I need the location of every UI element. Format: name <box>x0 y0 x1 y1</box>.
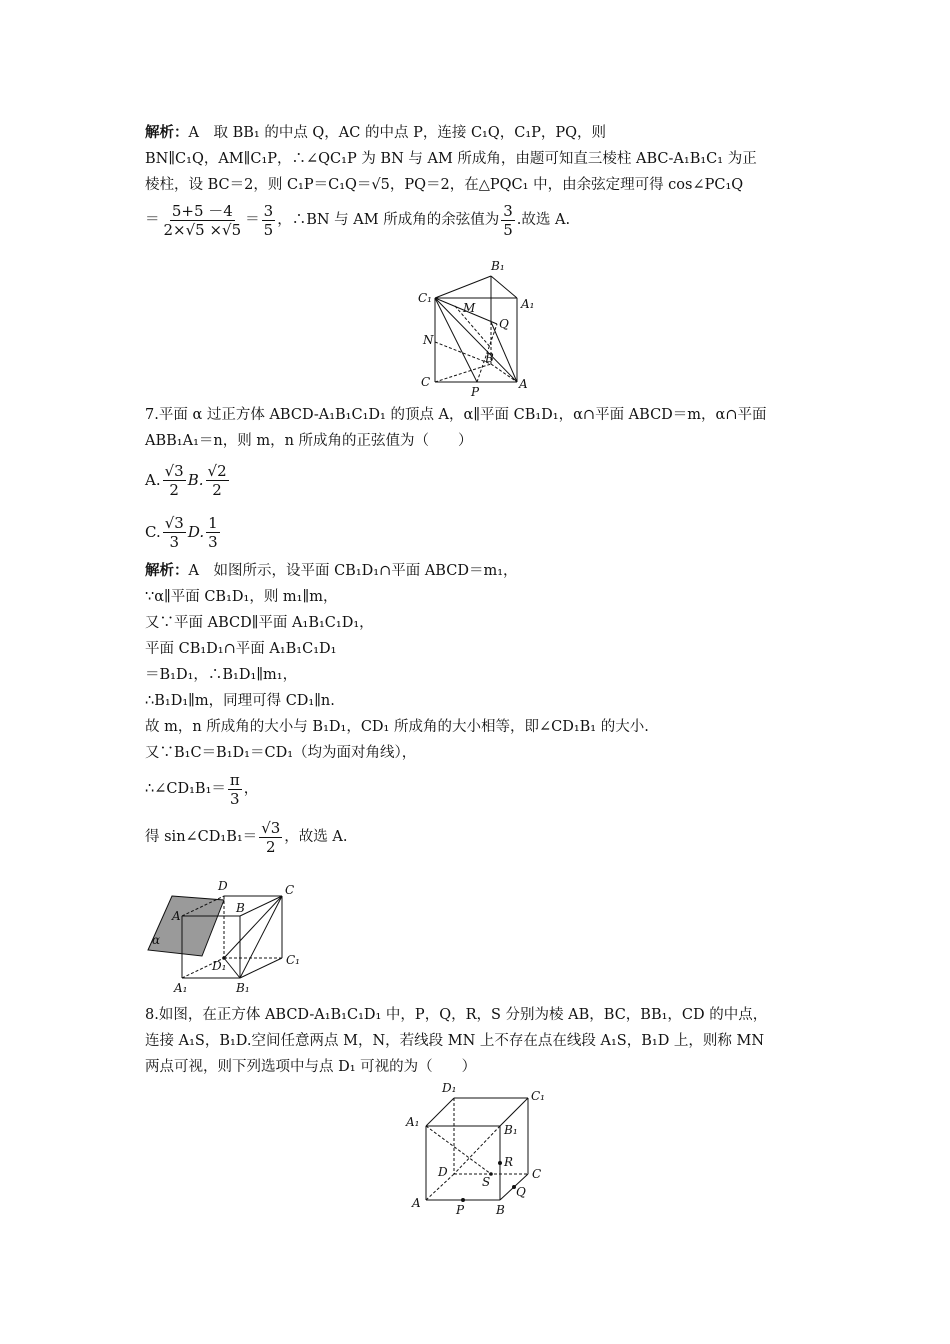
cosine-fraction: $\frac{5+5 -4}{2\times√5 \times√5}$ <box>163 201 242 239</box>
q7-sin-line: 得 sin∠CD₁B₁＝ $\frac{√3}{2}$ ，故选 A. <box>145 818 348 856</box>
label-alpha: α <box>152 933 161 947</box>
q7-solution-line-4: 平面 CB₁D₁∩平面 A₁B₁C₁D₁ <box>145 641 337 657</box>
q7-angle-line: ∴∠CD₁B₁＝ $\frac{\pi}{3}$ ， <box>145 770 259 808</box>
label-B1: B₁ <box>491 259 505 273</box>
analysis-label: 解析： <box>145 124 189 141</box>
q7-solution-line-3: 又∵平面 ABCD∥平面 A₁B₁C₁D₁， <box>145 615 374 631</box>
label-C: C <box>285 883 295 897</box>
label-B: B <box>236 901 245 915</box>
label-C1: C₁ <box>286 953 300 967</box>
q7-solution-line-1: 解析：A 如图所示，设平面 CB₁D₁∩平面 ABCD＝m₁， <box>145 562 518 579</box>
q6-solution-line-3: 棱柱，设 BC＝2，则 C₁P＝C₁Q＝√5，PQ＝2，在△PQC₁ 中，由余弦定理可得 cos∠PC₁Q <box>145 177 744 193</box>
q7-solution-line-6: ∴B₁D₁∥m，同理可得 CD₁∥n. <box>145 693 335 709</box>
option-B-label[interactable]: B. <box>187 471 204 489</box>
q6-formula-line: ＝ $\frac{5+5 -4}{2\times√5 \times√5}$ ＝ $\frac{3}{5}$ ，∴BN 与 AM 所成角的余弦值为 $\frac{3}{5}$ .故选 A. <box>145 201 571 239</box>
label-D1: D₁ <box>442 1081 457 1095</box>
label-R: R <box>504 1155 514 1169</box>
label-P: P <box>456 1203 465 1217</box>
q7-solution-line-8: 又∵B₁C＝B₁D₁＝CD₁（均为面对角线）， <box>145 745 417 761</box>
option-D-value[interactable]: $\frac{1}{3}$ <box>208 513 218 551</box>
label-A: A <box>172 909 181 923</box>
q7-stem-line-1: 7.平面 α 过正方体 ABCD-A₁B₁C₁D₁ 的顶点 A，α∥平面 CB₁D₁，α∩平面 ABCD＝m，α∩平面 <box>145 407 767 423</box>
q7-options-row-1 <box>145 454 805 506</box>
plane-alpha <box>148 896 224 956</box>
label-C1: C₁ <box>531 1089 545 1103</box>
label-A1: A₁ <box>521 297 535 311</box>
q8-cube-figure <box>400 1080 560 1220</box>
q7-block <box>145 402 805 862</box>
label-C: C <box>532 1167 542 1181</box>
option-A-value[interactable]: $\frac{√3}{2}$ <box>164 461 184 499</box>
label-D: D <box>218 879 228 893</box>
label-A: A <box>519 377 528 391</box>
label-M: M <box>463 301 476 315</box>
q7-cube-figure <box>140 878 310 998</box>
label-P: P <box>471 385 480 398</box>
angle-fraction: $\frac{\pi}{3}$ <box>229 770 240 808</box>
option-C-label[interactable]: C. <box>145 523 161 541</box>
option-C-value[interactable]: $\frac{√3}{3}$ <box>164 513 184 551</box>
label-N: N <box>423 333 434 347</box>
label-A: A <box>412 1196 421 1210</box>
label-A1: A₁ <box>174 981 188 995</box>
q6-prism-figure <box>415 258 545 398</box>
q6-solution-line-2: BN∥C₁Q，AM∥C₁P，∴∠QC₁P 为 BN 与 AM 所成角，由题可知直三棱柱 ABC-A₁B₁C₁ 为正 <box>145 151 757 167</box>
label-B: B <box>485 351 494 365</box>
label-A1: A₁ <box>406 1115 420 1129</box>
answer-fraction: $\frac{3}{5}$ <box>503 201 513 239</box>
q7-solution-line-2: ∵α∥平面 CB₁D₁，则 m₁∥m， <box>145 589 338 605</box>
label-S: S <box>482 1175 491 1189</box>
option-D-label[interactable]: D. <box>187 523 205 541</box>
q8-stem-line-1: 8.如图，在正方体 ABCD-A₁B₁C₁D₁ 中，P，Q，R，S 分别为棱 AB，BC，BB₁，CD 的中点， <box>145 1007 768 1023</box>
document-page <box>145 120 805 242</box>
label-B1: B₁ <box>236 981 250 995</box>
q8-stem-line-3: 两点可视，则下列选项中与点 D₁ 可视的为（ ） <box>145 1059 477 1075</box>
q8-block <box>145 1002 805 1080</box>
label-D1: D₁ <box>212 959 227 973</box>
label-B: B <box>496 1203 505 1217</box>
label-Q: Q <box>499 317 509 331</box>
q7-solution-line-5: ＝B₁D₁，∴B₁D₁∥m₁， <box>145 667 298 683</box>
label-C1: C₁ <box>418 291 432 305</box>
option-A-label[interactable]: A. <box>145 471 161 489</box>
label-Q: Q <box>516 1185 526 1199</box>
q7-options-row-2 <box>145 506 805 558</box>
q7-stem-line-2: ABB₁A₁＝n，则 m，n 所成角的正弦值为（ ） <box>145 433 473 449</box>
q8-stem-line-2: 连接 A₁S，B₁D.空间任意两点 M，N，若线段 MN 上不存在点在线段 A₁S，B₁D 上，则称 MN <box>145 1033 765 1049</box>
label-C: C <box>421 375 431 389</box>
q7-solution-line-7: 故 m，n 所成角的大小与 B₁D₁，CD₁ 所成角的大小相等，即∠CD₁B₁ 的大小. <box>145 719 649 735</box>
label-B1: B₁ <box>504 1123 518 1137</box>
result-fraction: $\frac{3}{5}$ <box>263 201 274 239</box>
sin-fraction: $\frac{√3}{2}$ <box>261 818 281 856</box>
q6-solution-line-1: 解析：A 取 BB₁ 的中点 Q，AC 的中点 P，连接 C₁Q，C₁P，PQ，则 <box>145 124 607 141</box>
label-D: D <box>438 1165 448 1179</box>
option-B-value[interactable]: $\frac{√2}{2}$ <box>207 461 227 499</box>
